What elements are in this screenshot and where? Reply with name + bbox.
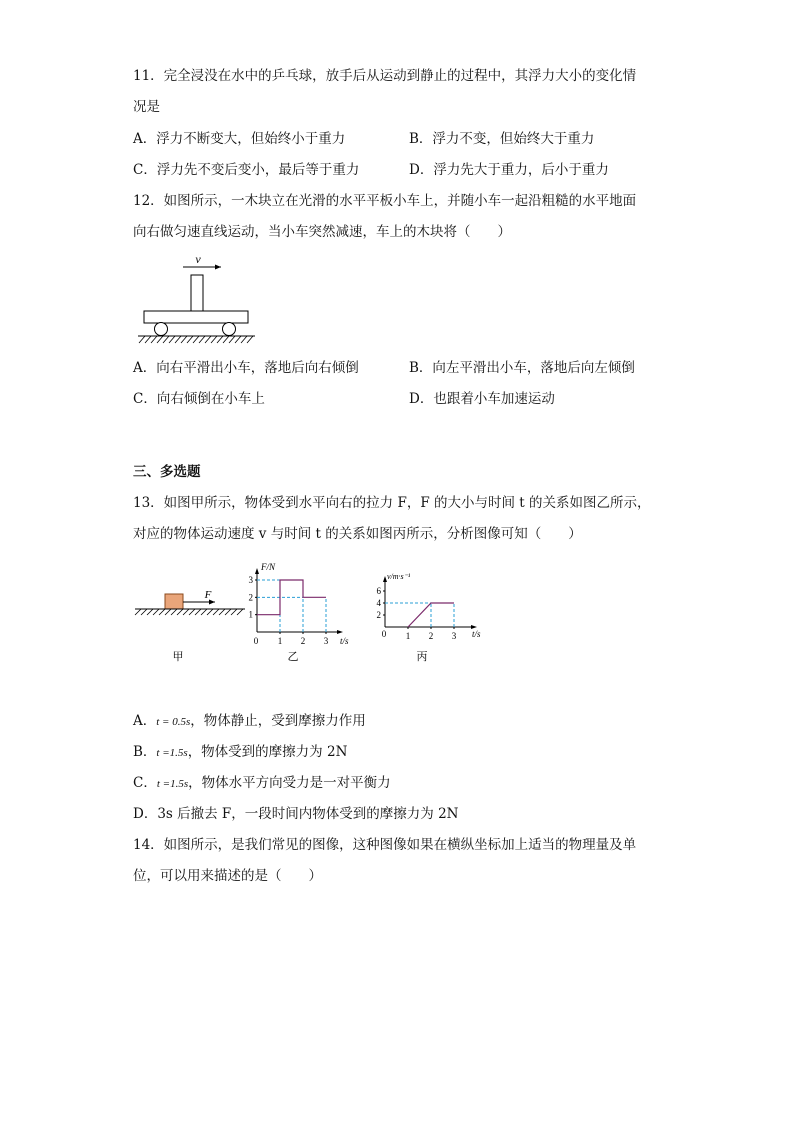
q13-option-d: D．3s 后撤去 F，一段时间内物体受到的摩擦力为 2N — [133, 806, 459, 822]
option-a-text: ，物体静止，受到摩擦力作用 — [190, 713, 366, 729]
grid-guides — [257, 580, 326, 632]
velocity-arrowhead — [215, 265, 221, 270]
q12-cart-figure — [135, 250, 260, 350]
y-tick-labels — [377, 586, 386, 620]
option-a-prefix: A． — [133, 713, 157, 729]
x-axis-label: t/s — [340, 636, 349, 646]
y-tick-labels — [249, 575, 258, 620]
force-label: F — [204, 589, 212, 601]
ground-hatching — [135, 609, 243, 615]
q13-figure-jia — [133, 585, 253, 665]
origin-label: 0 — [253, 636, 259, 646]
x-axis-label: t/s — [472, 629, 481, 639]
q12-stem-line1: 12．如图所示，一木块立在光滑的水平平板小车上，并随小车一起沿粗糙的水平地面 — [133, 193, 637, 209]
y-tick-label: 3 — [248, 575, 253, 585]
q13-option-c — [133, 774, 391, 793]
box-object — [165, 594, 183, 609]
q13-stem-line2: 对应的物体运动速度 v 与时间 t 的关系如图丙所示，分析图像可知（ ） — [133, 526, 582, 542]
q11-option-a: A．浮力不断变大，但始终小于重力 — [133, 131, 346, 147]
q11-stem-line1: 11．完全浸没在水中的乒乓球，放手后从运动到静止的过程中，其浮力大小的变化情 — [133, 68, 637, 84]
q13-figure-bing-chart — [375, 570, 490, 670]
cart-wheel-left — [155, 323, 168, 336]
q12-stem-line2: 向右做匀速直线运动，当小车突然减速，车上的木块将（ ） — [133, 224, 511, 240]
q11-option-d: D．浮力先大于重力，后小于重力 — [409, 162, 609, 178]
y-tick-label: 2 — [248, 592, 253, 603]
q12-option-a: A．向右平滑出小车，落地后向右倾倒 — [133, 360, 359, 376]
option-a-math: t = 0.5s — [156, 716, 191, 728]
q11-option-c: C．浮力先不变后变小，最后等于重力 — [133, 162, 360, 178]
section-heading-multiple-choice: 三、多选题 — [133, 464, 201, 480]
wood-block — [191, 275, 203, 311]
y-tick-label: 2 — [376, 610, 381, 620]
y-tick-label: 1 — [248, 609, 253, 620]
x-axis-arrowhead — [337, 630, 343, 634]
q13-figure-yi-chart — [245, 560, 360, 670]
q12-option-d: D．也跟着小车加速运动 — [409, 391, 555, 407]
option-c-prefix: C． — [133, 775, 157, 791]
q12-option-b: B．向左平滑出小车，落地后向左倾倒 — [409, 360, 635, 376]
figure-caption: 丙 — [416, 651, 428, 663]
x-tick-label: 2 — [300, 636, 306, 646]
x-tick-label: 1 — [405, 631, 411, 641]
x-tick-labels — [278, 632, 329, 646]
option-c-text: ，物体水平方向受力是一对平衡力 — [188, 775, 391, 791]
option-c-math: t =1.5s — [156, 778, 189, 790]
ground-hatching — [139, 336, 253, 343]
q13-stem-line1: 13．如图甲所示，物体受到水平向右的拉力 F，F 的大小与时间 t 的关系如图乙所示， — [133, 495, 651, 511]
y-tick-label: 4 — [376, 598, 381, 608]
q14-stem-line2: 位，可以用来描述的是（ ） — [133, 868, 322, 884]
origin-label: 0 — [381, 629, 387, 639]
x-tick-label: 3 — [451, 631, 457, 641]
q13-option-a — [133, 712, 366, 731]
x-tick-label: 3 — [323, 636, 329, 646]
y-axis-label: F/N — [261, 562, 276, 572]
q13-option-b — [133, 743, 347, 762]
q14-stem-line1: 14．如图所示，是我们常见的图像，这种图像如果在横纵坐标加上适当的物理量及单 — [133, 837, 637, 853]
x-tick-labels — [406, 627, 457, 641]
x-tick-label: 1 — [277, 636, 283, 646]
x-tick-label: 2 — [428, 631, 434, 641]
y-tick-label: 6 — [376, 586, 381, 596]
option-b-prefix: B． — [133, 744, 157, 760]
y-axis-arrowhead — [255, 568, 259, 574]
option-b-math: t =1.5s — [156, 747, 188, 759]
option-b-text: ，物体受到的摩擦力为 2N — [187, 744, 348, 760]
velocity-label: v — [195, 252, 201, 266]
q11-stem-line2: 况是 — [133, 99, 160, 115]
q12-option-c: C．向右倾倒在小车上 — [133, 391, 265, 407]
q11-option-b: B．浮力不变，但始终大于重力 — [409, 131, 595, 147]
cart-wheel-right — [223, 323, 236, 336]
cart-board — [144, 311, 248, 323]
figure-caption: 乙 — [287, 651, 299, 663]
y-axis-label: v/m·s⁻¹ — [387, 572, 411, 581]
figure-caption: 甲 — [172, 651, 184, 663]
